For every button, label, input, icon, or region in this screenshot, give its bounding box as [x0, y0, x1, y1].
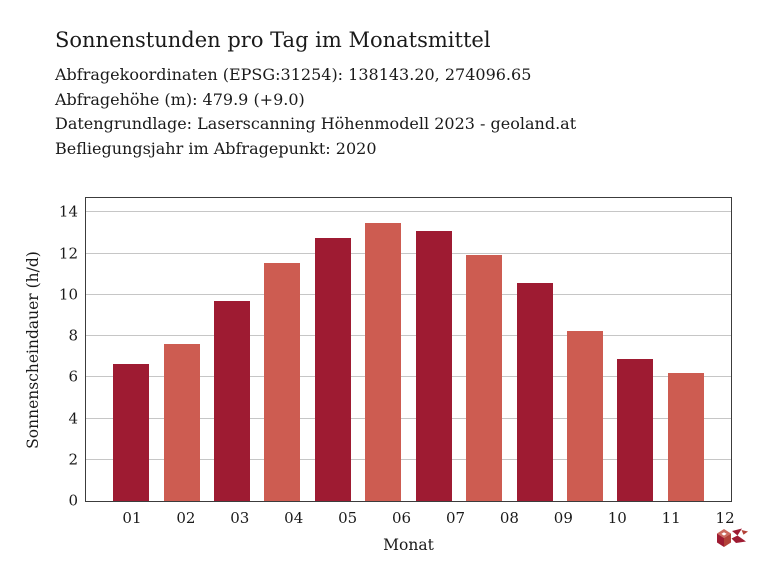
bar-slot-08	[459, 198, 509, 501]
bars-container	[86, 198, 731, 501]
x-tick-label: 09	[553, 509, 573, 527]
meta-line: Befliegungsjahr im Abfragepunkt: 2020	[55, 138, 377, 158]
bar-slot-10	[560, 198, 610, 501]
x-tick-label: 12	[715, 509, 735, 527]
bar-slot-07	[409, 198, 459, 501]
bar-month-03	[214, 301, 250, 501]
bar-slot-09	[509, 198, 559, 501]
x-tick-label: 10	[607, 509, 627, 527]
bar-month-04	[264, 263, 300, 501]
bar-month-10	[567, 331, 603, 501]
bar-month-01	[113, 364, 149, 501]
chart-title: Sonnenstunden pro Tag im Monatsmittel	[55, 28, 491, 52]
x-tick-label: 04	[284, 509, 304, 527]
bar-slot-05	[308, 198, 358, 501]
bar-slot-03	[207, 198, 257, 501]
y-tick-label: 4	[68, 409, 78, 428]
bar-month-06	[365, 223, 401, 501]
x-tick-label: 08	[499, 509, 519, 527]
bar-slot-02	[156, 198, 206, 501]
x-axis-title: Monat	[383, 536, 434, 554]
y-tick-label: 0	[68, 491, 78, 510]
x-tick-label: 11	[661, 509, 681, 527]
meta-line: Datengrundlage: Laserscanning Höhenmodell 2023 - geoland.at	[55, 114, 577, 133]
data-cube-logo-shapes	[717, 529, 748, 548]
meta-line: Abfragekoordinaten (EPSG:31254): 138143.20, 274096.65	[55, 65, 532, 84]
x-tick-label: 03	[230, 509, 250, 527]
x-tick-label: 06	[392, 509, 412, 527]
x-tick-label: 01	[122, 509, 142, 527]
y-tick-label: 2	[68, 450, 78, 469]
bar-month-09	[517, 283, 553, 501]
x-tick-label: 02	[176, 509, 196, 527]
metadata-block	[55, 63, 576, 161]
plot-area	[58, 197, 732, 510]
bar-month-12	[668, 373, 704, 501]
data-cube-logo	[715, 525, 751, 555]
x-tick-label: 07	[445, 509, 466, 527]
bar-month-07	[416, 231, 452, 501]
y-tick-label: 6	[68, 367, 78, 386]
bar-slot-11	[610, 198, 660, 501]
bar-month-02	[164, 344, 200, 501]
bar-month-05	[315, 238, 351, 501]
y-tick-label: 12	[58, 244, 78, 263]
y-tick-label: 14	[58, 202, 78, 221]
x-tick-label: 05	[338, 509, 358, 527]
bar-slot-04	[257, 198, 307, 501]
meta-line: Abfragehöhe (m): 479.9 (+9.0)	[55, 89, 305, 109]
bar-slot-06	[358, 198, 408, 501]
bar-slot-12	[661, 198, 711, 501]
x-tick-labels	[85, 509, 767, 527]
y-tick-label: 8	[68, 326, 78, 345]
bar-slot-01	[106, 198, 156, 501]
bar-month-11	[617, 359, 653, 501]
y-axis-title: Sonnenscheindauer (h/d)	[24, 251, 42, 449]
y-tick-label: 10	[58, 285, 78, 304]
bar-month-08	[466, 255, 502, 501]
